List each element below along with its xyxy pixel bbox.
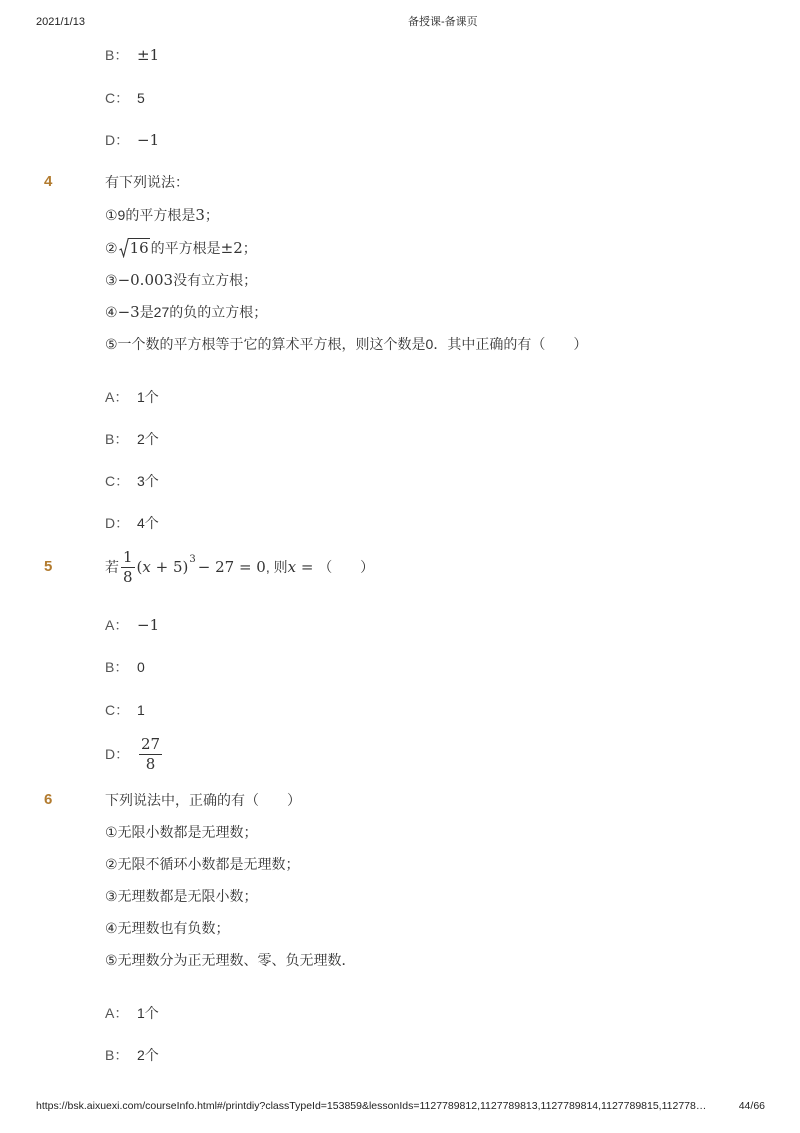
fraction xyxy=(139,736,162,773)
statement-text: ； xyxy=(242,240,257,256)
question-number: 4 xyxy=(44,173,53,190)
option-value: 1 xyxy=(137,702,145,718)
print-date: 2021/1/13 xyxy=(36,16,85,28)
statement-text: 是27的负的立方根； xyxy=(139,304,268,320)
page-url: https://bsk.aixuexi.com/courseInfo.html#/printdiy?classTypeId=153859&lessonIds=1127789812,1127789813,1127789814,1127789815,112778… xyxy=(36,1100,707,1112)
question-stem: 有下列说法： xyxy=(105,174,189,190)
radical-sign-icon xyxy=(119,238,129,258)
question-stem xyxy=(105,545,374,589)
statement-text: 没有立方根； xyxy=(173,272,258,288)
q4-statement-5: ⑤一个数的平方根等于它的算术平方根，则这个数是0．其中正确的有（ ） xyxy=(105,336,588,352)
option-label: B： xyxy=(105,47,129,63)
square-root xyxy=(119,238,150,258)
q5-option-d xyxy=(105,732,164,776)
q4-statement-4 xyxy=(105,302,267,322)
option-label: B： xyxy=(105,1047,129,1063)
fraction-denominator: 8 xyxy=(145,754,156,773)
q4-statement-1 xyxy=(105,205,219,225)
q4-statement-3 xyxy=(105,270,257,290)
variable-x: x xyxy=(142,558,151,576)
q5-option-a xyxy=(105,615,159,635)
q6-statement-5: ⑤无理数分为正无理数、零、负无理数． xyxy=(105,952,356,968)
answer-blank: （ ） xyxy=(318,559,375,575)
stem-math: + 5) xyxy=(150,558,189,576)
option-label: A： xyxy=(105,617,129,633)
statement-text: 的平方根是 xyxy=(150,240,221,256)
option-value: 5 xyxy=(137,90,145,106)
statement-text: ； xyxy=(204,207,219,223)
option-label: C： xyxy=(105,473,130,489)
option-value: 3个 xyxy=(137,473,159,489)
option-label: A： xyxy=(105,1005,129,1021)
option-label: A： xyxy=(105,389,129,405)
statement-text: ③ xyxy=(105,272,118,288)
option-value: −1 xyxy=(137,616,160,634)
statement-math: ±2 xyxy=(220,239,243,257)
option-value: 4个 xyxy=(137,515,159,531)
statement-text: ④ xyxy=(105,304,118,320)
option-label: D： xyxy=(105,132,130,148)
stem-math: = xyxy=(296,558,319,576)
option-value: ±1 xyxy=(137,46,160,64)
q6-statement-2: ②无限不循环小数都是无理数； xyxy=(105,856,300,872)
q5-option-c xyxy=(105,700,145,720)
stem-text: 若 xyxy=(105,559,119,575)
statement-math: −3 xyxy=(117,303,140,321)
option-label: D： xyxy=(105,746,130,762)
fraction-denominator: 8 xyxy=(123,567,133,586)
option-value: 2个 xyxy=(137,1047,159,1063)
question-number: 6 xyxy=(44,791,53,808)
q6-statement-4: ④无理数也有负数； xyxy=(105,920,230,936)
stem-math: ( xyxy=(136,558,143,576)
statement-text: ①9的平方根是 xyxy=(105,207,196,223)
option-label: D： xyxy=(105,515,130,531)
exponent: 3 xyxy=(189,554,196,565)
q6-option-a xyxy=(105,1003,159,1023)
q4-option-d xyxy=(105,513,159,533)
page-number: 44/66 xyxy=(738,1100,765,1112)
option-value: 1个 xyxy=(137,1005,159,1021)
q3-option-c xyxy=(105,88,145,108)
option-label: C： xyxy=(105,90,130,106)
q4-option-c xyxy=(105,471,159,491)
q3-option-d xyxy=(105,130,159,150)
q4-option-a xyxy=(105,387,159,407)
q6-option-b xyxy=(105,1045,159,1065)
q6-statement-3: ③无理数都是无限小数； xyxy=(105,888,258,904)
stem-math: − 27 = 0 xyxy=(197,558,266,576)
option-value: 1个 xyxy=(137,389,159,405)
option-label: B： xyxy=(105,659,129,675)
fraction xyxy=(121,549,135,586)
q5-option-b xyxy=(105,657,145,677)
page-title: 备授课-备课页 xyxy=(408,16,478,28)
question-number: 5 xyxy=(44,558,53,575)
radicand: 16 xyxy=(129,239,149,257)
statement-math: 3 xyxy=(195,206,205,224)
statement-text: ② xyxy=(105,240,118,256)
option-label: B： xyxy=(105,431,129,447)
question-stem: 下列说法中，正确的有（ ） xyxy=(105,792,301,808)
variable-x: x xyxy=(287,558,297,576)
fraction-numerator: 1 xyxy=(123,547,133,566)
fraction-numerator: 27 xyxy=(141,734,161,753)
option-value: 2个 xyxy=(137,431,159,447)
q4-statement-2 xyxy=(105,238,257,258)
q6-statement-1: ①无限小数都是无理数； xyxy=(105,824,258,840)
option-value: −1 xyxy=(137,131,160,149)
statement-math: −0.003 xyxy=(117,271,174,289)
q3-option-b xyxy=(105,45,159,65)
q4-option-b xyxy=(105,429,159,449)
stem-text: , 则 xyxy=(265,559,288,575)
option-label: C： xyxy=(105,702,130,718)
option-value: 0 xyxy=(137,659,145,675)
